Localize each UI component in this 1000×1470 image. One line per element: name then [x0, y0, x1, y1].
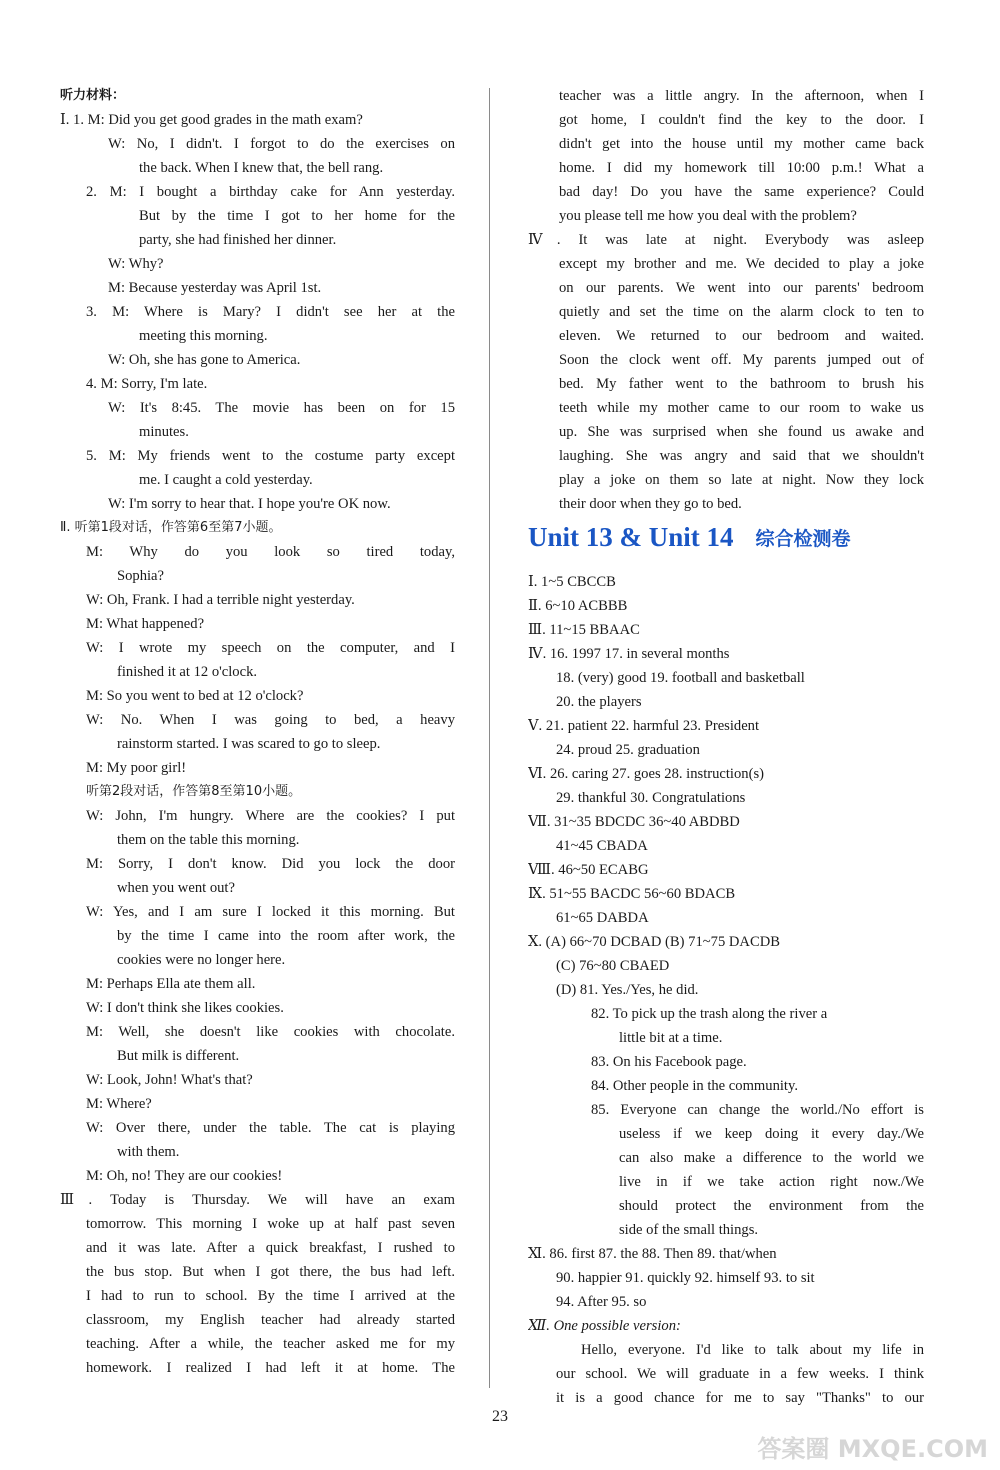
answer-line: can also make a difference to the world we: [619, 1150, 924, 1166]
text-line: M: Why do you look so tired today,: [86, 544, 455, 560]
text-line: Soon the clock went off. My parents jumped out of: [559, 352, 924, 368]
listening-script-continued: [528, 84, 924, 516]
text-line: up. She was surprised when she found us awake and: [559, 424, 924, 440]
text-line: 听第2段对话，作答第8至第10小题。: [86, 784, 302, 799]
answer-line: little bit at a time.: [619, 1030, 723, 1046]
answer-line: (C) 76~80 CBAED: [556, 958, 670, 974]
text-line: W: It's 8:45. The movie has been on for 15: [108, 400, 455, 416]
text-line: bed. My father went to the bathroom to brush his: [559, 376, 924, 392]
text-line: W: No, I didn't. I forgot to do the exercises on: [108, 136, 455, 152]
text-line: Ⅱ. 听第1段对话，作答第6至第7小题。: [60, 520, 282, 535]
text-line: teaching. After a while, the teacher asked me for my: [86, 1336, 455, 1352]
text-line: But milk is different.: [117, 1048, 240, 1064]
answer-line: 20. the players: [556, 694, 642, 710]
text-line: W: I wrote my speech on the computer, and I: [86, 640, 455, 656]
answer-line: Ⅹ. (A) 66~70 DCBAD (B) 71~75 DACDB: [528, 934, 780, 950]
answer-line: (D) 81. Yes./Yes, he did.: [556, 982, 699, 998]
answer-line: 41~45 CBADA: [556, 838, 648, 854]
text-line: W: Yes, and I am sure I locked it this morning. But: [86, 904, 455, 920]
answer-line: it is a good chance for me to say "Thanks" to our: [556, 1390, 924, 1406]
text-line: M: What happened?: [86, 616, 205, 632]
text-line: Ⅲ. Today is Thursday. We will have an exam: [60, 1192, 455, 1208]
unit-title: Unit 13 & Unit 14: [528, 522, 734, 552]
answer-line: Ⅺ. 86. first 87. the 88. Then 89. that/when: [528, 1246, 777, 1262]
text-line: Ⅳ. It was late at night. Everybody was asleep: [528, 232, 924, 248]
text-line: me. I caught a cold yesterday.: [139, 472, 313, 488]
answer-line: Hello, everyone. I'd like to talk about my life in: [581, 1342, 924, 1358]
watermark-logo: 答案圈 MXQE.COM: [757, 1435, 988, 1463]
text-line: M: Sorry, I don't know. Did you lock the door: [86, 856, 455, 872]
text-line: I had to run to school. By the time I arrived at the: [86, 1288, 455, 1304]
unit-subtitle: 综合检测卷: [755, 528, 851, 550]
answer-line: 82. To pick up the trash along the river a: [591, 1006, 828, 1022]
text-line: M: So you went to bed at 12 o'clock?: [86, 688, 304, 704]
column-divider: [489, 88, 490, 1388]
answer-line: Ⅰ. 1~5 CBCCB: [528, 574, 616, 590]
answer-line: live in if we take action right now./We: [619, 1174, 924, 1190]
text-line: homework. I realized I had left it at home. The: [86, 1360, 455, 1376]
answer-line: 94. After 95. so: [556, 1294, 647, 1310]
text-line: 3. M: Where is Mary? I didn't see her at the: [86, 304, 455, 320]
text-line: play a joke on them so late at night. Now they lock: [559, 472, 924, 488]
text-line: 2. M: I bought a birthday cake for Ann yesterday.: [86, 184, 455, 200]
text-line: the bus stop. But when I got there, the bus had left.: [86, 1264, 455, 1280]
text-line: minutes.: [139, 424, 189, 440]
answer-line: Ⅸ. 51~55 BACDC 56~60 BDACB: [528, 886, 736, 902]
unit-heading: [528, 522, 924, 566]
text-line: laughing. She was angry and said that we shouldn't: [559, 448, 924, 464]
text-line: W: No. When I was going to bed, a heavy: [86, 712, 455, 728]
answer-line: 61~65 DABDA: [556, 910, 649, 926]
text-line: W: Look, John! What's that?: [86, 1072, 253, 1088]
text-line: M: Perhaps Ella ate them all.: [86, 976, 256, 992]
text-line: when you went out?: [117, 880, 235, 896]
text-line: on our parents. We went into our parents' bedroom: [559, 280, 924, 296]
right-column: [528, 84, 924, 1410]
text-line: got home, I couldn't find the key to the door. I: [559, 112, 924, 128]
text-line: 4. M: Sorry, I'm late.: [86, 376, 208, 392]
text-line: and it was late. After a quick breakfast, I rushed to: [86, 1240, 455, 1256]
text-line: W: I don't think she likes cookies.: [86, 1000, 284, 1016]
text-line: W: Oh, Frank. I had a terrible night yesterday.: [86, 592, 355, 608]
text-line: rainstorm started. I was scared to go to sleep.: [117, 736, 381, 752]
text-line: Sophia?: [117, 568, 165, 584]
text-line: didn't get into the house until my mother came back: [559, 136, 924, 152]
text-line: M: Well, she doesn't like cookies with chocolate.: [86, 1024, 455, 1040]
text-line: the back. When I knew that, the bell rang.: [139, 160, 384, 176]
answer-line: Ⅻ. One possible version:: [528, 1318, 681, 1334]
answer-line: Ⅶ. 31~35 BDCDC 36~40 ABDBD: [528, 814, 740, 830]
text-line: 5. M: My friends went to the costume party except: [86, 448, 455, 464]
answer-line: Ⅱ. 6~10 ACBBB: [528, 598, 628, 614]
text-line: W: John, I'm hungry. Where are the cookies? I put: [86, 808, 455, 824]
text-line: 听力材料：: [60, 88, 126, 103]
text-line: bad day! Do you have the same experience? Could: [559, 184, 924, 200]
answer-line: side of the small things.: [619, 1222, 759, 1238]
answer-line: our school. We will graduate in a few weeks. I think: [556, 1366, 924, 1382]
answer-line: 83. On his Facebook page.: [591, 1054, 747, 1070]
answer-line: 84. Other people in the community.: [591, 1078, 798, 1094]
text-line: meeting this morning.: [139, 328, 268, 344]
text-line: finished it at 12 o'clock.: [117, 664, 258, 680]
text-line: But by the time I got to her home for the: [139, 208, 455, 224]
answer-line: Ⅴ. 21. patient 22. harmful 23. President: [528, 718, 760, 734]
text-line: teeth while my mother came to our room to wake us: [559, 400, 924, 416]
text-line: you please tell me how you deal with the problem?: [559, 208, 857, 224]
left-column: [60, 84, 455, 1380]
text-line: except my brother and me. We decided to play a joke: [559, 256, 924, 272]
answer-line: 85. Everyone can change the world./No effort is: [591, 1102, 924, 1118]
answer-line: Ⅲ. 11~15 BBAAC: [528, 622, 640, 638]
text-line: W: Over there, under the table. The cat is playing: [86, 1120, 455, 1136]
text-line: classroom, my English teacher had already started: [86, 1312, 455, 1328]
text-line: Ⅰ. 1. M: Did you get good grades in the math exam?: [60, 112, 363, 128]
text-line: tomorrow. This morning I woke up at half past seven: [86, 1216, 455, 1232]
text-line: cookies were no longer here.: [117, 952, 286, 968]
answer-key: [528, 570, 924, 1410]
text-line: M: Because yesterday was April 1st.: [108, 280, 322, 296]
text-line: M: Where?: [86, 1096, 152, 1112]
answer-line: useless if we keep doing it every day./We: [619, 1126, 924, 1142]
text-line: party, she had finished her dinner.: [139, 232, 337, 248]
text-line: W: I'm sorry to hear that. I hope you're OK now.: [108, 496, 391, 512]
answer-line: Ⅳ. 16. 1997 17. in several months: [528, 646, 730, 662]
answer-line: 29. thankful 30. Congratulations: [556, 790, 746, 806]
answer-line: should protect the environment from the: [619, 1198, 924, 1214]
text-line: eleven. We returned to our bedroom and waited.: [559, 328, 924, 344]
text-line: them on the table this morning.: [117, 832, 300, 848]
text-line: M: Oh, no! They are our cookies!: [86, 1168, 283, 1184]
text-line: by the time I came into the room after work, the: [117, 928, 455, 944]
page-number: 23: [492, 1408, 508, 1425]
text-line: W: Why?: [108, 256, 164, 272]
answer-line: Ⅷ. 46~50 ECABG: [528, 862, 649, 878]
text-line: M: My poor girl!: [86, 760, 187, 776]
text-line: quietly and set the time on the alarm clock to ten to: [559, 304, 924, 320]
text-line: their door when they go to bed.: [559, 496, 742, 512]
text-line: teacher was a little angry. In the afternoon, when I: [559, 88, 924, 104]
text-line: with them.: [117, 1144, 180, 1160]
answer-line: 90. happier 91. quickly 92. himself 93. to sit: [556, 1270, 815, 1286]
text-line: home. I did my homework till 10:00 p.m.! What a: [559, 160, 924, 176]
text-line: W: Oh, she has gone to America.: [108, 352, 301, 368]
answer-line: 18. (very) good 19. football and basketball: [556, 670, 805, 686]
answer-line: 24. proud 25. graduation: [556, 742, 700, 758]
answer-line: Ⅵ. 26. caring 27. goes 28. instruction(s): [528, 766, 764, 782]
